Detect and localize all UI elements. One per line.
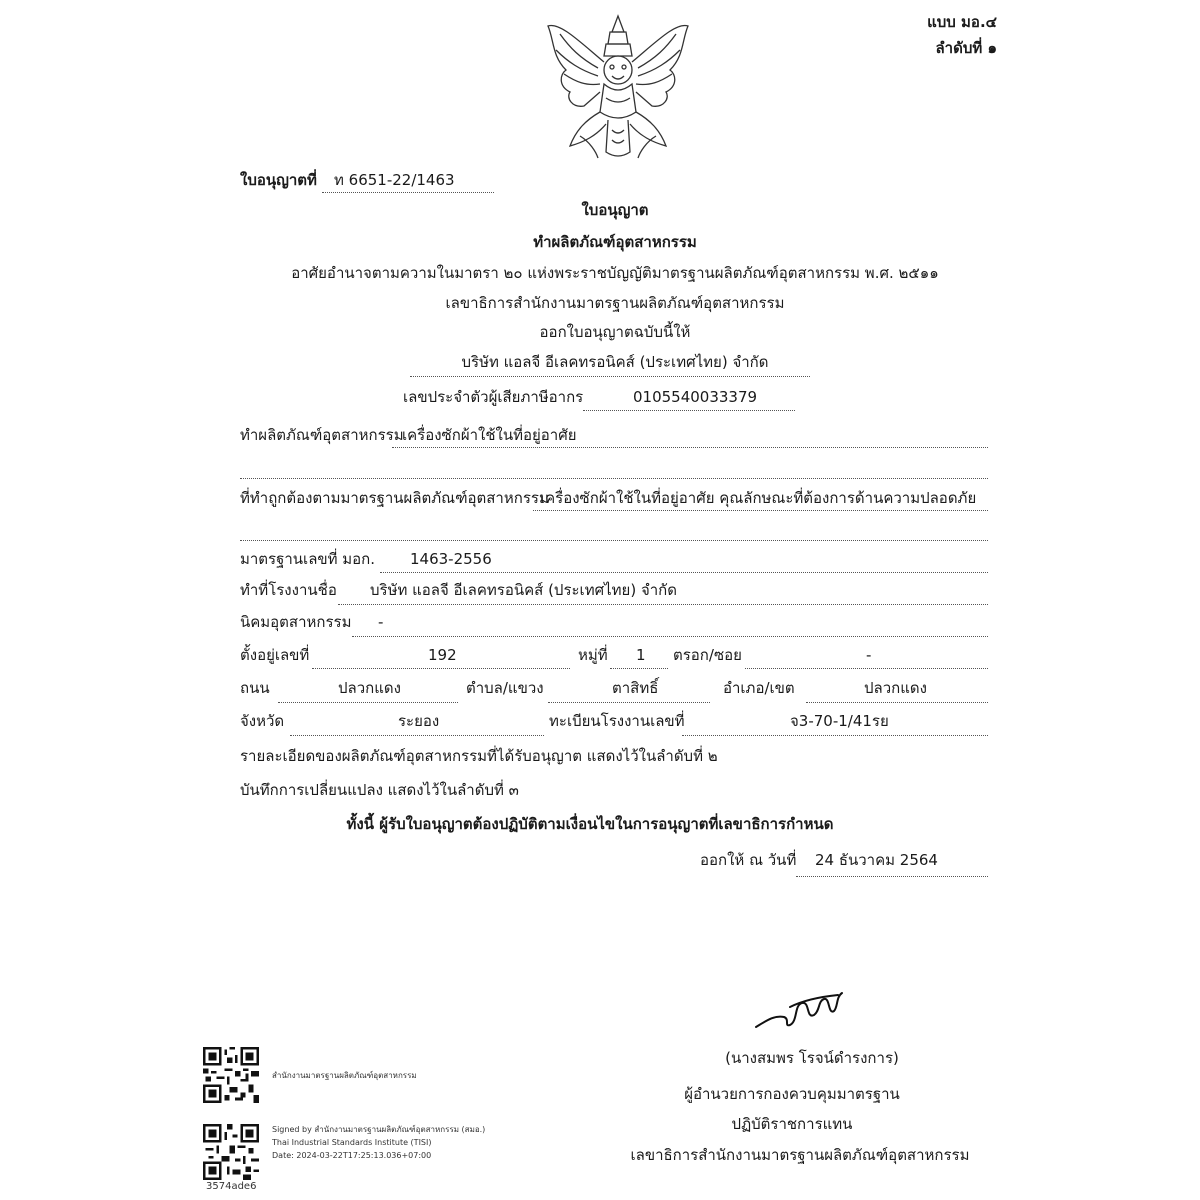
tis-label: มาตรฐานเลขที่ มอก.	[240, 550, 376, 568]
licensee-company-line	[410, 376, 810, 377]
tis-line	[380, 572, 988, 573]
detail-note: รายละเอียดของผลิตภัณฑ์อุตสาหกรรมที่ได้รับอนุญาต แสดงไว้ในลำดับที่ ๒	[240, 747, 718, 765]
authority-line1: อาศัยอำนาจตามความในมาตรา ๒๐ แห่งพระราชบัญญัติมาตรฐานผลิตภัณฑ์อุตสาหกรรม พ.ศ. ๒๕๑๑	[291, 264, 939, 282]
province-label: จังหวัด	[240, 712, 285, 730]
qr-code-icon[interactable]	[203, 1047, 259, 1103]
moo-value: 1	[636, 646, 646, 664]
factory-name-line	[338, 604, 988, 605]
subdistrict-value: ตาสิทธิ์	[612, 679, 659, 697]
road-line	[278, 702, 458, 703]
district-line	[806, 702, 988, 703]
moo-line	[610, 668, 668, 669]
garuda-emblem	[540, 12, 696, 162]
tax-id-value: 0105540033379	[633, 388, 758, 406]
footer-signed-en: Thai Industrial Standards Institute (TISI)	[272, 1138, 432, 1147]
factory-name-value: บริษัท แอลจี อีเลคทรอนิคส์ (ประเทศไทย) จำกัด	[370, 581, 677, 599]
signatory-position1: ผู้อำนวยการกองควบคุมมาตรฐาน	[684, 1085, 900, 1103]
standard-label: ที่ทำถูกต้องตามมาตรฐานผลิตภัณฑ์อุตสาหกรรม	[240, 489, 549, 507]
order-number: ลำดับที่ ๑	[935, 39, 997, 57]
estate-line	[352, 636, 988, 637]
road-value: ปลวกแดง	[338, 679, 401, 697]
subdistrict-line	[548, 702, 710, 703]
product-line-2	[240, 478, 988, 479]
tis-value: 1463-2556	[410, 550, 492, 568]
standard-value: เครื่องซักผ้าใช้ในที่อยู่อาศัย คุณลักษณะที่ต้องการด้านความปลอดภัย	[540, 489, 977, 507]
license-no-line	[322, 192, 494, 193]
soi-line	[745, 668, 988, 669]
footer-signed-date: Date: 2024-03-22T17:25:13.036+07:00	[272, 1151, 432, 1160]
signature	[750, 985, 850, 1035]
standard-line	[533, 510, 988, 511]
footer-agency: สำนักงานมาตรฐานผลิตภัณฑ์อุตสาหกรรม	[272, 1071, 417, 1080]
soi-value: -	[866, 646, 872, 664]
standard-line-2	[240, 540, 988, 541]
qr-code-icon-2[interactable]	[203, 1124, 259, 1180]
tax-id-label: เลขประจำตัวผู้เสียภาษีอากร	[403, 388, 584, 406]
address-label: ตั้งอยู่เลขที่	[240, 646, 310, 664]
estate-value: -	[378, 613, 384, 631]
signatory-name: (นางสมพร โรจน์ดำรงการ)	[725, 1049, 899, 1067]
authority-line2: เลขาธิการสำนักงานมาตรฐานผลิตภัณฑ์อุตสาหกรรม	[445, 294, 785, 312]
address-line	[312, 668, 570, 669]
changes-note: บันทึกการเปลี่ยนแปลง แสดงไว้ในลำดับที่ ๓	[240, 781, 519, 799]
address-value: 192	[428, 646, 457, 664]
estate-label: นิคมอุตสาหกรรม	[240, 613, 352, 631]
issue-date: 24 ธันวาคม 2564	[815, 851, 938, 869]
district-value: ปลวกแดง	[864, 679, 927, 697]
signatory-position2: ปฏิบัติราชการแทน	[731, 1115, 853, 1133]
factory-reg-value: จ3-70-1/41รย	[790, 712, 889, 730]
license-no-label: ใบอนุญาตที่	[240, 171, 317, 189]
authority-line3: ออกใบอนุญาตฉบับนี้ให้	[539, 323, 691, 341]
province-line	[290, 735, 544, 736]
license-no-value: ท 6651-22/1463	[334, 171, 455, 189]
product-label: ทำผลิตภัณฑ์อุตสาหกรรม	[240, 426, 404, 444]
tax-id-line	[583, 410, 795, 411]
subdistrict-label: ตำบล/แขวง	[466, 679, 544, 697]
footer-code: 3574ade6	[206, 1181, 257, 1192]
issue-date-line	[796, 876, 988, 877]
title-line1: ใบอนุญาต	[581, 201, 649, 219]
footer-signed-by: Signed by สำนักงานมาตรฐานผลิตภัณฑ์อุตสาหกรรม (สมอ.)	[272, 1125, 486, 1134]
soi-label: ตรอก/ซอย	[673, 646, 742, 664]
condition-note: ทั้งนี้ ผู้รับใบอนุญาตต้องปฏิบัติตามเงื่อนไขในการอนุญาตที่เลขาธิการกำหนด	[346, 815, 834, 833]
title-line2: ทำผลิตภัณฑ์อุตสาหกรรม	[533, 233, 697, 251]
product-line	[392, 447, 988, 448]
road-label: ถนน	[240, 679, 270, 697]
issue-label: ออกให้ ณ วันที่	[700, 851, 797, 869]
factory-reg-line	[682, 735, 988, 736]
moo-label: หมู่ที่	[578, 646, 608, 664]
factory-name-label: ทำที่โรงงานชื่อ	[240, 581, 337, 599]
licensee-company: บริษัท แอลจี อีเลคทรอนิคส์ (ประเทศไทย) จำกัด	[461, 353, 769, 371]
signatory-position3: เลขาธิการสำนักงานมาตรฐานผลิตภัณฑ์อุตสาหกรรม	[630, 1146, 970, 1164]
factory-reg-label: ทะเบียนโรงงานเลขที่	[549, 712, 685, 730]
form-code: แบบ มอ.๔	[927, 13, 997, 31]
product-value: เครื่องซักผ้าใช้ในที่อยู่อาศัย	[402, 426, 577, 444]
province-value: ระยอง	[398, 712, 440, 730]
district-label: อำเภอ/เขต	[723, 679, 795, 697]
